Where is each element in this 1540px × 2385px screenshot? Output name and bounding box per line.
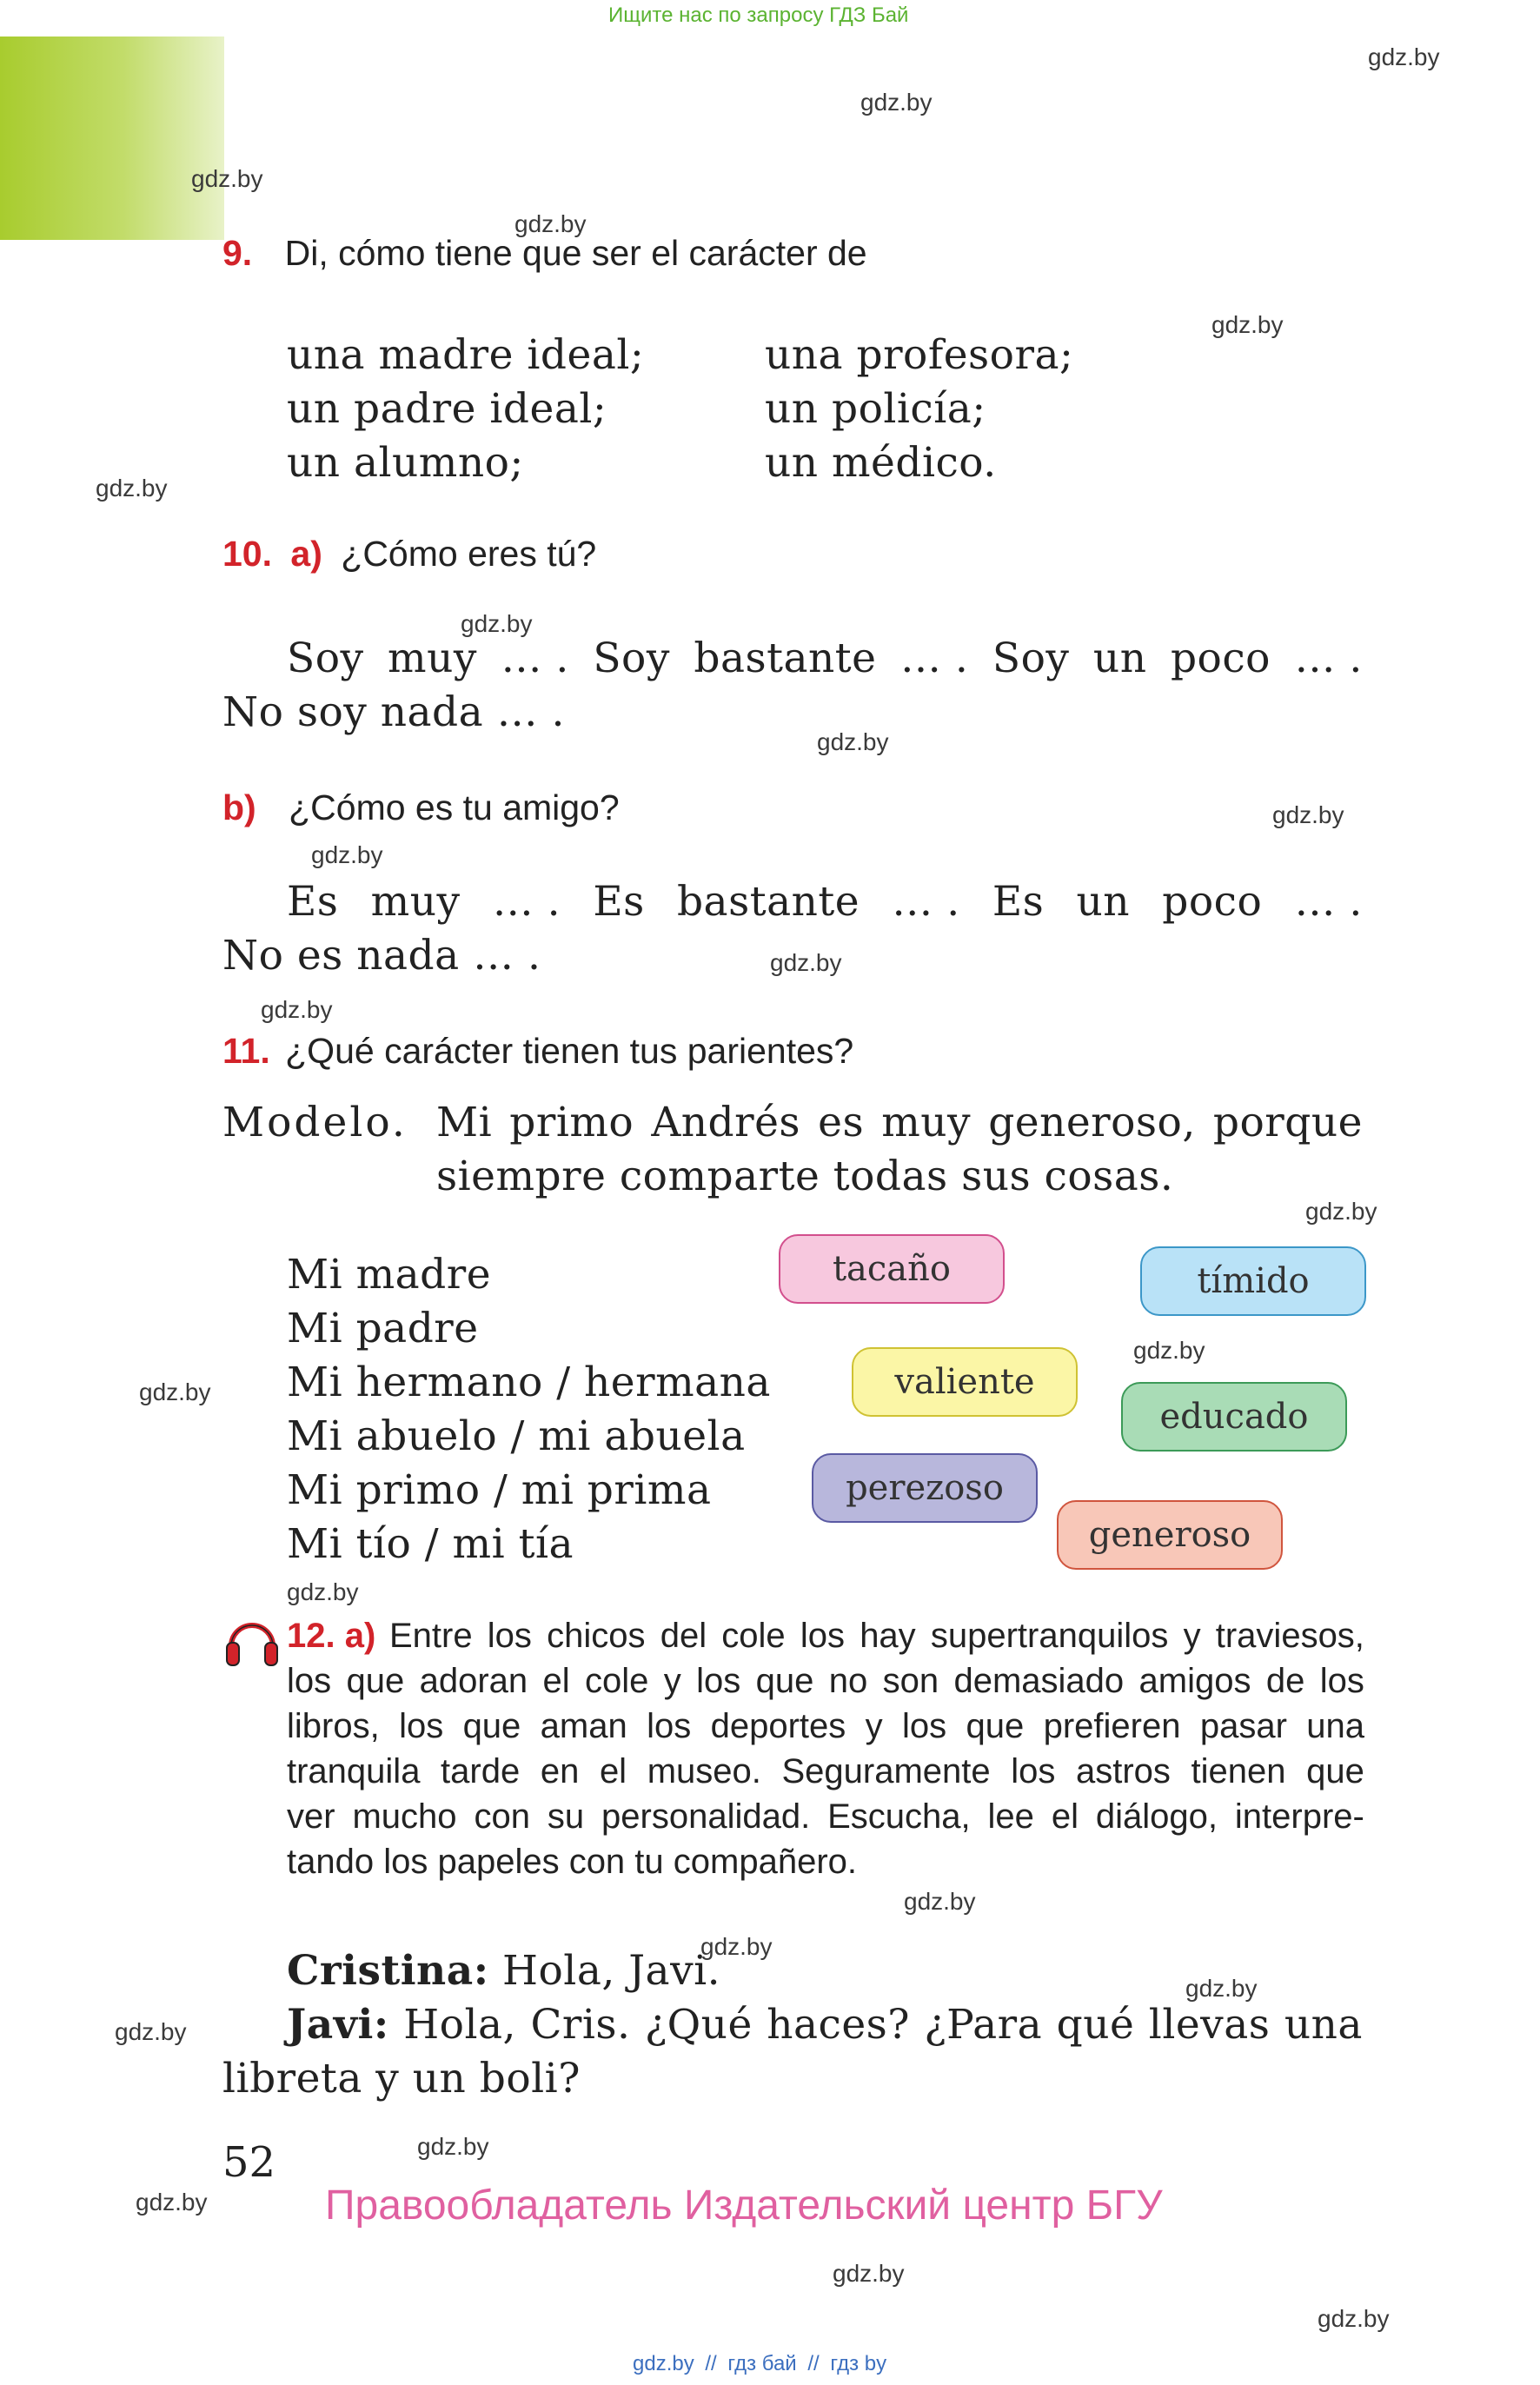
watermark: gdz.by [514, 210, 587, 237]
exercise-question: ¿Cómo es tu amigo? [289, 787, 620, 827]
word: primo [509, 1099, 634, 1146]
adjective-tag-generoso: generoso [1057, 1500, 1283, 1570]
watermark: gdz.by [461, 610, 533, 637]
word: Cris. [530, 2001, 631, 2049]
word: su [547, 1797, 585, 1836]
word: … . [1294, 634, 1363, 682]
word: Es [992, 878, 1045, 926]
word: Es [593, 878, 645, 926]
watermark: gdz.by [96, 475, 168, 502]
watermark: gdz.by [191, 165, 263, 192]
word: Soy [593, 634, 670, 682]
list-item: Mi abuelo / mi abuela [287, 1412, 746, 1460]
watermark: gdz.by [904, 1888, 976, 1915]
answer-pattern-line [287, 634, 1363, 682]
word: adoran [419, 1662, 528, 1700]
watermark: gdz.by [1305, 1198, 1377, 1225]
word: … . [1294, 878, 1363, 926]
speaker-name: Cristina [287, 1947, 474, 1995]
word: Soy [992, 634, 1070, 682]
word: poco [1170, 634, 1271, 682]
link-separator: // [807, 2352, 820, 2375]
word: amigos [1138, 1662, 1251, 1700]
list-item: una profesora; [765, 331, 1074, 379]
word: traviesos, [1215, 1617, 1364, 1655]
watermark: gdz.by [700, 1933, 773, 1960]
word: y [865, 1707, 883, 1745]
page-number: 52 [222, 2138, 276, 2187]
word: diálogo, [1095, 1797, 1218, 1836]
list-item: Mi tío / mi tía [287, 1520, 574, 1568]
word: interpre- [1234, 1797, 1364, 1836]
word: muy [881, 1099, 972, 1146]
watermark: gdz.by [817, 728, 889, 755]
watermark: gdz.by [1211, 311, 1284, 338]
word: Entre [389, 1617, 473, 1655]
subtask-label: a) [290, 534, 322, 574]
word: astros [1075, 1752, 1171, 1790]
dialogue-line-continuation: libreta y un boli? [222, 2055, 581, 2103]
corner-color-tab [0, 37, 224, 240]
word: … . [899, 634, 969, 682]
word: los [901, 1707, 947, 1745]
word: muy [388, 634, 477, 682]
word: en [540, 1752, 580, 1790]
word: los [1319, 1662, 1364, 1700]
word: porque [1212, 1099, 1363, 1146]
word: pasar [1199, 1707, 1287, 1745]
word: que [1306, 1752, 1364, 1790]
adjective-tag-valiente: valiente [852, 1347, 1078, 1417]
exercise-number: 12. [287, 1617, 335, 1655]
word: tarde [441, 1752, 521, 1790]
word: qué [1056, 2001, 1135, 2049]
link-gdz-by[interactable]: gdz.by [633, 2352, 694, 2375]
word: con [474, 1797, 530, 1836]
word: … . [892, 878, 960, 926]
watermark: gdz.by [139, 1379, 211, 1405]
word: muy [370, 878, 461, 926]
word: los [399, 1707, 444, 1745]
answer-pattern-line: No es nada … . [222, 932, 541, 980]
word: los [1011, 1752, 1056, 1790]
word: Andrés [651, 1099, 801, 1146]
word: chicos [547, 1617, 646, 1655]
watermark: gdz.by [860, 89, 933, 116]
word: supertranquilos [930, 1617, 1169, 1655]
word: del [660, 1617, 707, 1655]
word: de [1265, 1662, 1305, 1700]
watermark: gdz.by [1318, 2305, 1390, 2332]
word: Hola, [403, 2001, 516, 2049]
exercise-number: 9. [222, 233, 253, 273]
dialogue-line-javi: Javi: Hola, Cris. ¿Qué haces? ¿Para qué llevas una [287, 2001, 1363, 2049]
word: es [818, 1099, 865, 1146]
word: una [1306, 1707, 1364, 1745]
paragraph-line [287, 1704, 1364, 1749]
link-gdz-by-cyr[interactable]: гдз by [830, 2352, 887, 2375]
top-banner[interactable]: Ищите нас по запросу ГДЗ Бай [608, 3, 909, 27]
exercise-instruction: Di, cómo tiene que ser el carácter de [284, 233, 867, 273]
adjective-tag-timido: tímido [1140, 1246, 1366, 1316]
word: cole [721, 1617, 786, 1655]
watermark: gdz.by [115, 2018, 187, 2045]
word: mucho [352, 1797, 457, 1836]
word: no [828, 1662, 868, 1700]
watermark: gdz.by [261, 996, 333, 1023]
paragraph-line [287, 1839, 1364, 1884]
word: museo. [647, 1752, 761, 1790]
word: y [663, 1662, 681, 1700]
exercise-10a-header [222, 534, 596, 575]
word: ¿Qué [644, 2001, 753, 2049]
answer-pattern-line: No soy nada … . [222, 688, 565, 736]
watermark: gdz.by [311, 841, 383, 868]
word: son [882, 1662, 939, 1700]
word: Mi [436, 1099, 493, 1146]
watermark: gdz.by [1133, 1337, 1205, 1364]
answer-pattern-line [287, 878, 1363, 926]
exercise-11-header [222, 1031, 853, 1072]
word: lee [987, 1797, 1034, 1836]
exercise-9-header [222, 233, 867, 274]
word: los [696, 1662, 741, 1700]
exercise-9-column-2 [765, 329, 1073, 490]
word: ¿Para [924, 2001, 1043, 2049]
word: Seguramente [781, 1752, 991, 1790]
list-item: un alumno; [287, 439, 524, 487]
subtask-label: a) [344, 1617, 376, 1655]
exercise-9-column-1 [287, 329, 644, 490]
word: … . [492, 878, 561, 926]
word: tienen [1191, 1752, 1286, 1790]
word: aman [540, 1707, 627, 1745]
dialogue-line-cristina: Cristina: Hola, Javi. [287, 1947, 721, 1995]
word: tranquila [287, 1752, 421, 1790]
exercise-12-paragraph [287, 1613, 1364, 1884]
word: que [966, 1707, 1025, 1745]
list-item: Mi madre [287, 1251, 492, 1299]
list-item: Mi primo / mi prima [287, 1466, 712, 1514]
relatives-list [287, 1248, 771, 1571]
exercise-number: 11. [222, 1031, 270, 1071]
word: y [1183, 1617, 1201, 1655]
word: prefieren [1043, 1707, 1181, 1745]
word: un [1092, 634, 1147, 682]
copyright-holder: Правообладатель Издательский центр БГУ [325, 2182, 1163, 2229]
word: Escucha, [827, 1797, 971, 1836]
list-item: un padre ideal; [287, 385, 607, 433]
paragraph-line [287, 1658, 1364, 1704]
exercise-question: ¿Qué carácter tienen tus parientes? [285, 1031, 854, 1071]
list-item: un policía; [765, 385, 986, 433]
list-item: un médico. [765, 439, 997, 487]
word: demasiado [953, 1662, 1125, 1700]
exercise-question: ¿Cómo eres tú? [341, 534, 597, 574]
link-separator: // [705, 2352, 717, 2375]
exercise-number: 10. [222, 534, 272, 574]
word: el [1051, 1797, 1079, 1836]
word: bastante [676, 878, 860, 926]
list-item: Mi padre [287, 1305, 479, 1352]
watermark: gdz.by [287, 1578, 359, 1605]
word: tando los papeles con tu compañero. [287, 1843, 857, 1881]
adjective-tag-tacano: tacaño [779, 1234, 1005, 1304]
word: el [599, 1752, 627, 1790]
word: bastante [694, 634, 877, 682]
word: haces? [767, 2001, 910, 2049]
word: que [462, 1707, 521, 1745]
list-item: Mi hermano / hermana [287, 1359, 771, 1406]
exercise-10b-header [222, 787, 620, 828]
paragraph-line [287, 1749, 1364, 1794]
word: Es [287, 878, 339, 926]
word: … . [501, 634, 569, 682]
list-item: una madre ideal; [287, 331, 645, 379]
watermark: gdz.by [770, 949, 842, 976]
word: hay [860, 1617, 916, 1655]
word: un [1076, 878, 1131, 926]
word: los [487, 1617, 532, 1655]
watermark: gdz.by [417, 2133, 489, 2160]
word: ver [287, 1797, 335, 1836]
adjective-tag-perezoso: perezoso [812, 1453, 1038, 1523]
word: los [800, 1617, 845, 1655]
word: Soy [287, 634, 364, 682]
watermark: gdz.by [1272, 801, 1344, 828]
speaker-text: Hola, Javi. [502, 1947, 721, 1995]
link-gdz-bai[interactable]: гдз бай [727, 2352, 797, 2375]
word: deportes [710, 1707, 846, 1745]
word: que [346, 1662, 405, 1700]
word: los [287, 1662, 332, 1700]
subtask-label: b) [222, 787, 256, 827]
word: personalidad. [601, 1797, 811, 1836]
adjective-tag-educado: educado [1121, 1382, 1347, 1452]
watermark: gdz.by [1368, 43, 1440, 70]
bottom-links [633, 2352, 886, 2376]
watermark: gdz.by [1185, 1975, 1258, 2002]
word: poco [1162, 878, 1263, 926]
word: llevas [1148, 2001, 1271, 2049]
word: una [1284, 2001, 1363, 2049]
model-label: Modelo. [222, 1099, 408, 1146]
paragraph-line [287, 1794, 1364, 1839]
word: los [647, 1707, 692, 1745]
paragraph-line [389, 1613, 1364, 1658]
word: que [755, 1662, 814, 1700]
model-sentence-line [436, 1099, 1363, 1146]
speaker-name: Javi [287, 2001, 374, 2049]
word: libros, [287, 1707, 380, 1745]
word: cole [585, 1662, 649, 1700]
watermark: gdz.by [136, 2189, 208, 2216]
model-sentence-line: siempre comparte todas sus cosas. [436, 1153, 1174, 1200]
headphones-icon[interactable] [222, 1611, 282, 1671]
word: el [542, 1662, 570, 1700]
watermark: gdz.by [833, 2260, 905, 2287]
word: generoso, [988, 1099, 1196, 1146]
